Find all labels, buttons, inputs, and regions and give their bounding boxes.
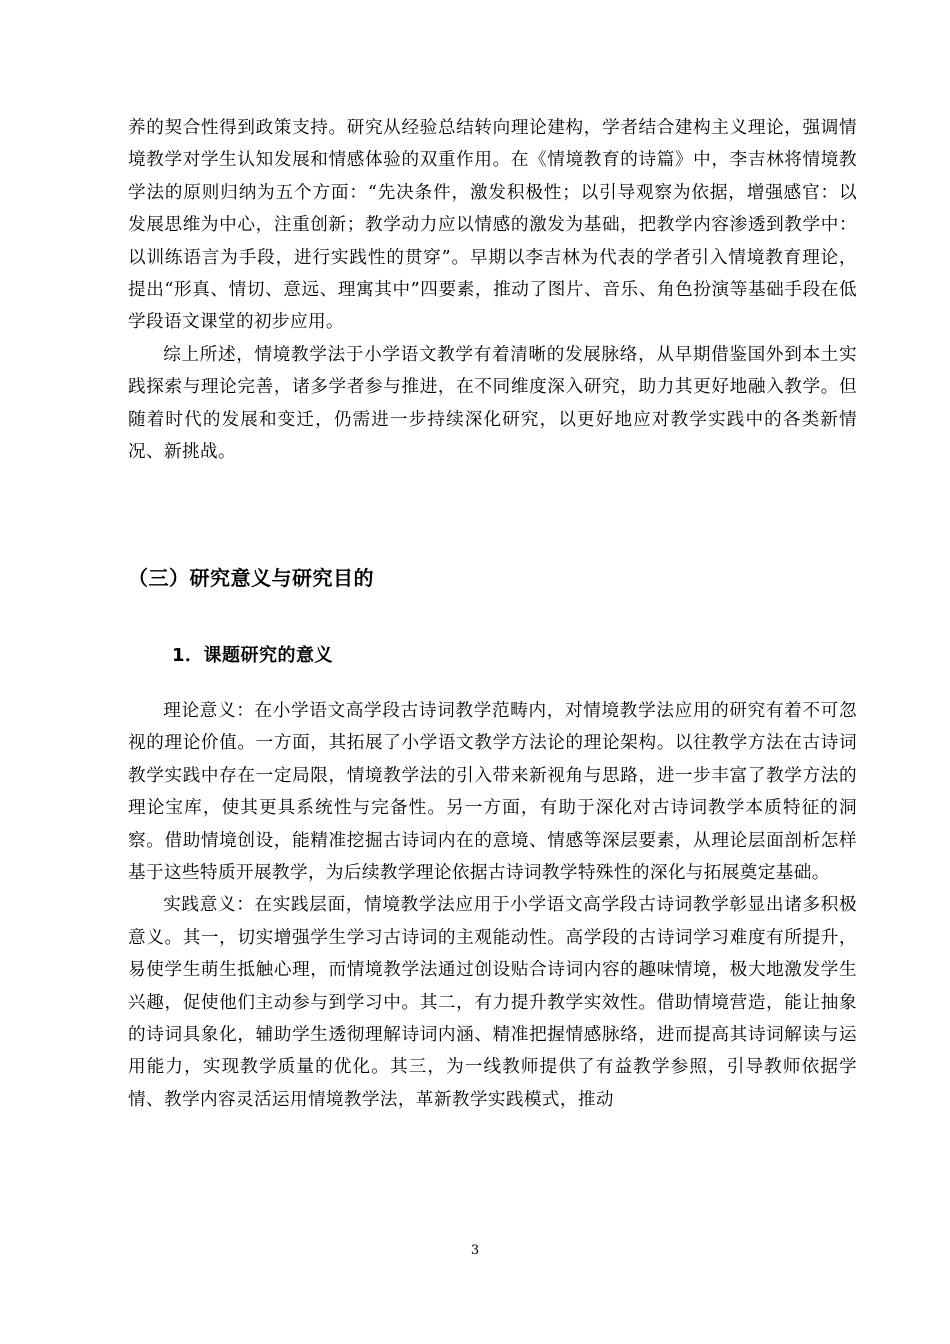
- significance-block: [128, 695, 857, 1116]
- section-heading: （三）研究意义与研究目的: [128, 566, 374, 590]
- paragraph-theoretical-significance: 理论意义：在小学语文高学段古诗词教学范畴内，对情境教学法应用的研究有着不可忽视的理论价值。一方面，其拓展了小学语文教学方法论的理论架构。以往教学方法在古诗词教学实践中存在一定局限，情境教学法的引入带来新视角与思路，进一步丰富了教学方法的理论宝库，使其更具系统性与完备性。另一方面，有助于深化对古诗词教学本质特征的洞察。借助情境创设，能精准挖掘古诗词内在的意境、情感等深层要素，从理论层面剖析怎样基于这些特质开展教学，为后续教学理论依据古诗词教学特殊性的深化与拓展奠定基础。: [128, 701, 857, 884]
- paragraph-practical-significance: 实践意义：在实践层面，情境教学法应用于小学语文高学段古诗词教学彰显出诸多积极意义。其一，切实增强学生学习古诗词的主观能动性。高学段的古诗词学习难度有所提升，易使学生萌生抵触心理，而情境教学法通过创设贴合诗词内容的趣味情境，极大地激发学生兴趣，促使他们主动参与到学习中。其二，有力提升教学实效性。借助情境营造，能让抽象的诗词具象化，辅助学生透彻理解诗词内涵、精准把握情感脉络，进而提高其诗词解读与运用能力，实现教学质量的优化。其三，为一线教师提供了有益教学参照，引导教师依据学情、教学内容灵活运用情境教学法，革新教学实践模式，推动: [128, 895, 857, 1110]
- page-number: 3: [470, 1243, 480, 1258]
- intro-block: [128, 112, 857, 468]
- paragraph-policy-support: 养的契合性得到政策支持。研究从经验总结转向理论建构，学者结合建构主义理论，强调情境教学对学生认知发展和情感体验的双重作用。在《情境教育的诗篇》中，李吉林将情境教学法的原则归纳为五个方面：“先决条件，激发积极性；以引导观察为依据，增强感官：以发展思维为中心，注重创新；教学动力应以情感的激发为基础，把教学内容渗透到教学中：以训练语言为手段，进行实践性的贯穿”。早期以李吉林为代表的学者引入情境教育理论，提出“形真、情切、意远、理寓其中”四要素，推动了图片、音乐、角色扮演等基础手段在低学段语文课堂的初步应用。: [128, 118, 857, 333]
- paragraph-summary: 综上所述，情境教学法于小学语文教学有着清晰的发展脉络，从早期借鉴国外到本土实践探索与理论完善，诸多学者参与推进，在不同维度深入研究，助力其更好地融入教学。但随着时代的发展和变迁，仍需进一步持续深化研究，以更好地应对教学实践中的各类新情况、新挑战。: [128, 344, 857, 463]
- subsection-heading: 1．课题研究的意义: [172, 645, 334, 666]
